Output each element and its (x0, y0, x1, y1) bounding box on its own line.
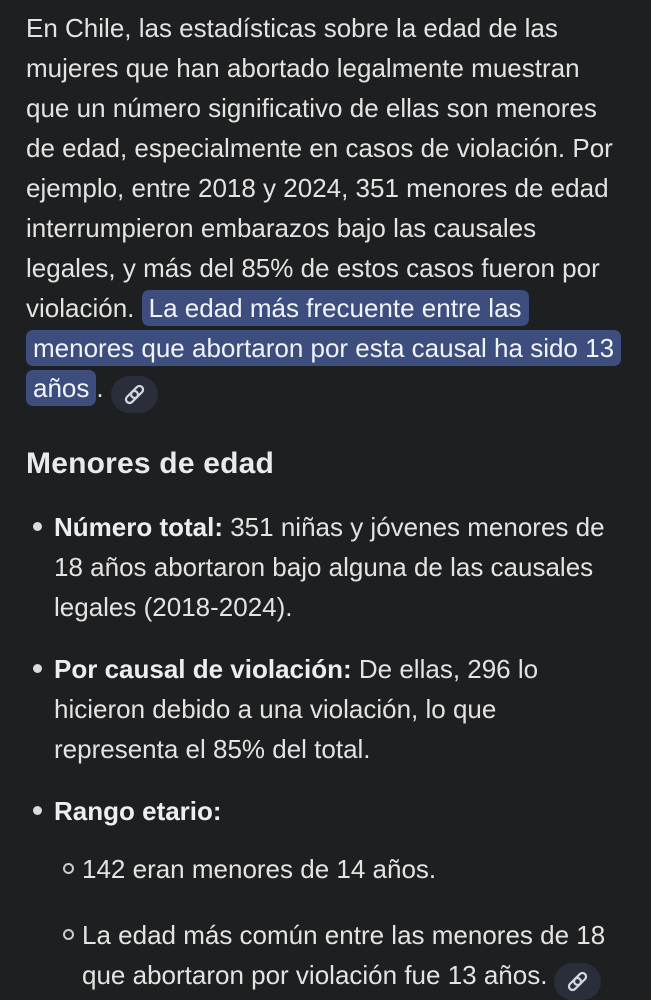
sub-list-item (54, 849, 627, 889)
bullet-marker (26, 649, 54, 769)
list-item-rango-etario (26, 791, 627, 1000)
section-heading: Menores de edad (26, 447, 275, 480)
list-item-text: 351 niñas y jóvenes menores de 18 años abortaron bajo alguna de las causales legales (2018-2024). (54, 512, 605, 622)
highlighted-sentence[interactable]: La edad más frecuente entre las menores que abortaron por esta causal ha sido 13 años (26, 290, 621, 406)
list-item-label: Número total: (54, 512, 223, 542)
sub-list-item-text: 142 eran menores de 14 años. (82, 854, 437, 884)
paragraph-period: . (96, 373, 104, 403)
sub-bullet-marker (54, 849, 82, 889)
answer-paragraph (26, 8, 627, 413)
link-icon (564, 968, 591, 995)
list-item-label: Por causal de violación: (54, 654, 352, 684)
list-item-numero-total (26, 507, 627, 627)
chat-answer (26, 8, 627, 1000)
citation-link-button[interactable] (554, 963, 601, 1000)
citation-link-button[interactable] (111, 376, 158, 413)
bullet-marker (26, 507, 54, 627)
list-item-por-causal (26, 649, 627, 769)
sub-bullet-marker (54, 915, 82, 1000)
list-item-label: Rango etario: (54, 796, 222, 826)
bullet-list (26, 507, 627, 1000)
sub-list-item-text: La edad más común entre las menores de 18 que abortaron por violación fue 13 años. (82, 920, 606, 990)
sub-list-item (54, 915, 627, 1000)
sub-bullet-list (54, 849, 627, 1000)
paragraph-text: En Chile, las estadísticas sobre la edad de las mujeres que han abortado legalmente muestran que un número significativo de ellas son menores de edad, especialmente en casos de violación. Por ejemplo, entre 2018 y 2024, 351 menores de edad interrumpieron embarazos bajo las causales legales, y más del 85% de estos casos fueron por violación. (26, 13, 613, 323)
bullet-marker (26, 791, 54, 1000)
list-item-text: De ellas, 296 lo hicieron debido a una violación, lo que representa el 85% del total. (54, 654, 539, 764)
link-icon (121, 381, 148, 408)
